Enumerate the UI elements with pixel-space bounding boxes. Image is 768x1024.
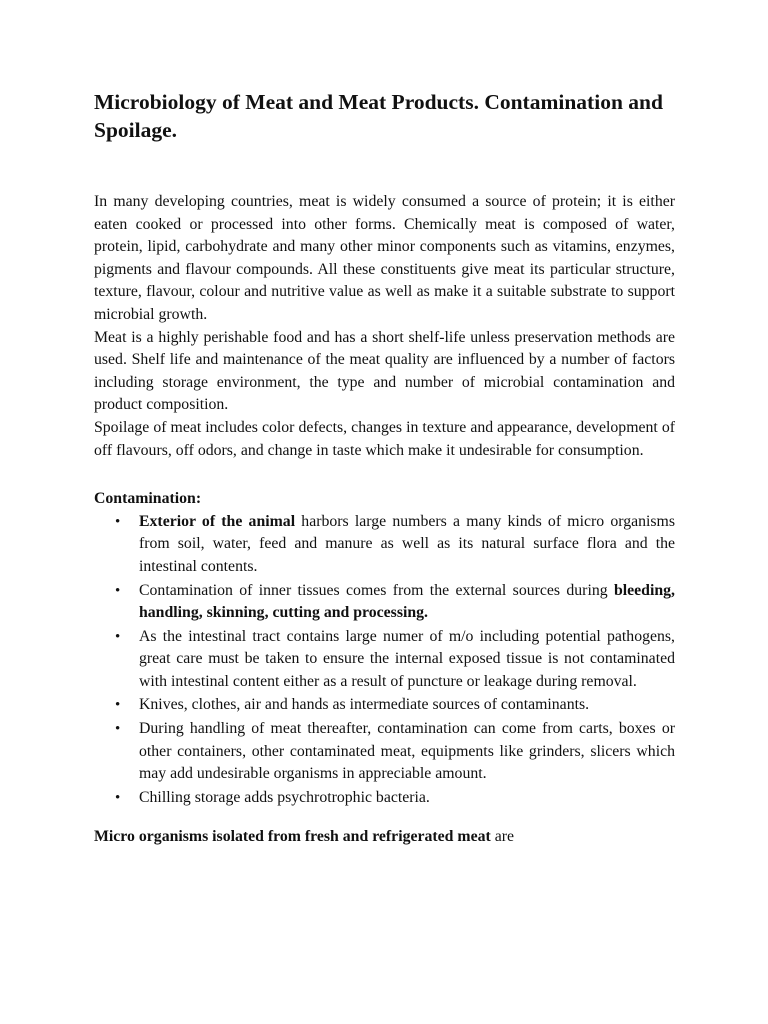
bullet-icon: • bbox=[115, 789, 121, 806]
microorganisms-lead-in bbox=[94, 826, 675, 849]
document-page bbox=[94, 88, 675, 849]
bullet-icon: • bbox=[115, 582, 121, 599]
list-item-text: As the intestinal tract contains large numer of m/o including potential pathogens, great care must be taken to ensure the internal exposed tissue is not contaminated with intestinal content either as a result of puncture or leakage during removal. bbox=[139, 627, 675, 690]
bullet-icon: • bbox=[115, 513, 121, 530]
list-item bbox=[94, 580, 675, 625]
list-item bbox=[94, 787, 675, 810]
paragraph-spoilage: Spoilage of meat includes color defects, changes in texture and appearance, development of off flavours, off odors, and change in taste which make it undesirable for consumption. bbox=[94, 418, 675, 459]
contamination-heading: Contamination: bbox=[94, 490, 202, 508]
document-title: Microbiology of Meat and Meat Products. Contamination and Spoilage. bbox=[94, 90, 663, 142]
list-item-bold: Exterior of the animal bbox=[139, 512, 296, 530]
paragraph-composition: In many developing countries, meat is widely consumed a source of protein; it is either eaten cooked or processed into other forms. Chemically meat is composed of water, protein, lipid, carbohydrate and many other minor components such as vitamins, enzymes, pigments and flavour compounds. All these constituents give meat its particular structure, texture, flavour, colour and nutritive value as well as make it a suitable substrate to support microbial growth. bbox=[94, 193, 675, 323]
microorganisms-heading: Micro organisms isolated from fresh and refrigerated meat bbox=[94, 828, 491, 846]
list-item-text: harbors large numbers a many kinds of micro organisms from soil, water, feed and manure as well as its natural surface flora and the intestinal contents. bbox=[139, 512, 675, 575]
contamination-list bbox=[94, 511, 675, 810]
list-item-text: During handling of meat thereafter, contamination can come from carts, boxes or other containers, other contaminated meat, equipments like grinders, slicers which may add undesirable organisms in appreciable amount. bbox=[139, 720, 675, 783]
bullet-icon: • bbox=[115, 697, 121, 714]
list-item-text: Chilling storage adds psychrotrophic bacteria. bbox=[139, 788, 430, 806]
bullet-icon: • bbox=[115, 628, 121, 645]
list-item-text: Contamination of inner tissues comes from the external sources during bbox=[139, 581, 614, 599]
list-item-text: Knives, clothes, air and hands as intermediate sources of contaminants. bbox=[139, 696, 590, 714]
list-item bbox=[94, 626, 675, 694]
list-item bbox=[94, 511, 675, 579]
list-item-bold: bleeding, handling, skinning, cutting and processing. bbox=[139, 581, 675, 622]
bullet-icon: • bbox=[115, 721, 121, 738]
microorganisms-text: are bbox=[490, 828, 514, 846]
list-item bbox=[94, 694, 675, 717]
intro-section bbox=[94, 191, 675, 462]
paragraph-perishability: Meat is a highly perishable food and has a short shelf-life unless preservation methods are used. Shelf life and maintenance of the meat quality are influenced by a number of factors including storage environment, the type and number of microbial contamination and product composition. bbox=[94, 328, 675, 414]
list-item bbox=[94, 718, 675, 786]
